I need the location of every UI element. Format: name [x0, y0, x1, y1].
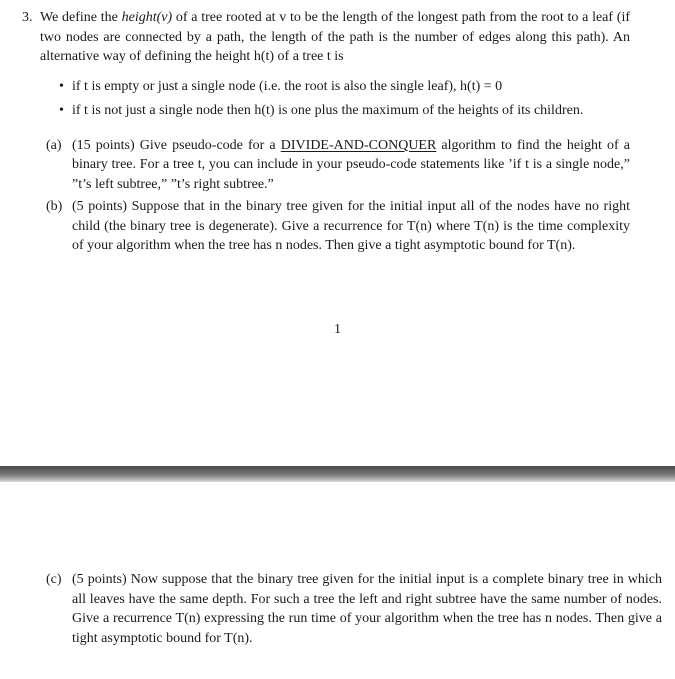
divide-and-conquer-emphasis: DIVIDE-AND-CONQUER [280, 137, 437, 153]
problem-number: 3. [22, 10, 33, 25]
part-a-label: (a) [46, 137, 62, 153]
part-a-text-start: (15 points) Give pseudo-code for a [72, 137, 281, 153]
page-separator [0, 466, 675, 482]
problem-3 [22, 8, 630, 259]
page-number: 1 [334, 322, 341, 337]
intro-text-start: We define the [40, 10, 122, 25]
problem-body [40, 8, 630, 256]
part-c [40, 570, 662, 648]
definition-bullet-1: • if t is empty or just a single node (i.e. the root is also the single leaf), h(t) = 0 [72, 77, 630, 97]
problem-intro [40, 8, 630, 67]
intro-text-end: of a tree rooted at v to be the length of the longest path from the root to a leaf (if two nodes are connected by a path, the length of the path is the number of edges along this path). An alternative way of defining the height h(t) of a tree t is [40, 10, 631, 64]
part-a-text-end: algorithm to find the height of a binary tree. For a tree t, you can include in your pseudo-code statements like ’if t is a single node,” ”t’s left subtree,” ”t’s right subtree.” [72, 137, 630, 192]
part-b [40, 197, 630, 256]
height-term: height(v) [121, 10, 173, 25]
problem-parts [40, 136, 630, 256]
part-b-text: (5 points) Suppose that in the binary tree given for the initial input all of the nodes have no right child (the binary tree is degenerate). Give a recurrence for T(n) where T(n) is the time complexity of your algorithm when the tree has n nodes. Then give a tight asymptotic bound for T(n). [72, 199, 630, 253]
document-page-2 [0, 482, 675, 679]
definition-bullet-2: • if t is not just a single node then h(t) is one plus the maximum of the heights of its children. [72, 101, 630, 121]
part-b-label: (b) [46, 199, 63, 214]
height-definition-list [40, 77, 630, 121]
part-c-label: (c) [46, 572, 62, 587]
part-c-text: (5 points) Now suppose that the binary tree given for the initial input is a complete binary tree in which all leaves have the same depth. For such a tree the left and right subtree have the same number of nodes. Give a recurrence T(n) expressing the run time of your algorithm when the tree has n nodes. Then give a tight asymptotic bound for T(n). [72, 572, 662, 646]
part-a [40, 136, 630, 195]
